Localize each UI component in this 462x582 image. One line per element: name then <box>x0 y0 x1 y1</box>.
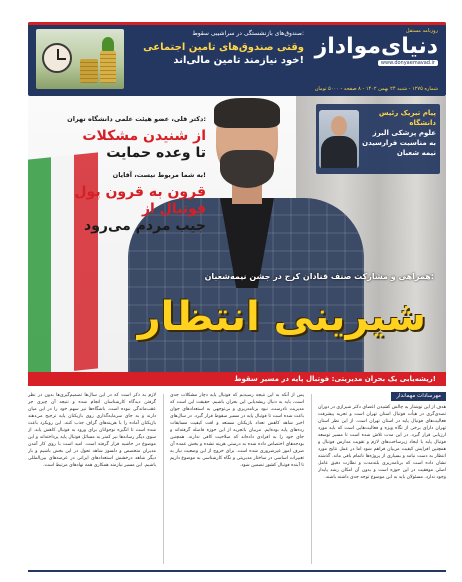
plant-sprout-icon <box>102 37 114 51</box>
congrats-line-4: نیمه شعبان <box>396 149 436 157</box>
issue-info: شماره ۱۲۷۵ - شنبه ۲۴ بهمن ۱۴۰۲ - ۸ صفحه - ۵۰۰۰ تومان <box>314 86 438 92</box>
portrait-beard <box>220 150 274 188</box>
congrats-news-box[interactable] <box>316 104 440 174</box>
promo-kicker: صندوق‌های بازنشستگی در سراشیبی سقوط: <box>192 30 304 37</box>
portrait-hair <box>214 98 280 128</box>
column-left-text: لازم به ذکر است که در این سال‌ها تصمیم‌گیری‌ها بدون در نظر گرفتن دیدگاه کارشناسان انجام شده و نتیجه آن چیزی جز عقب‌ماندگی نبوده است. باشگاه‌ها نیز سهم خود را در این میان دارند و به جای سرمایه‌گذاری روی بازیکنان پایه ترجیح می‌دهند بازیکنان آماده را با هزینه‌های گزاف جذب کنند. این رویکرد باعث شده است تا انگیزه نوجوانان برای ورود به فوتبال کاهش یابد. از سوی دیگر رسانه‌ها نیز کمتر به مسائل فوتبال پایه پرداخته‌اند و این موضوع در حاشیه قرار گرفته است. امید است با روی کار آمدن مدیران متخصص و دلسوز شاهد تحول در این بخش باشیم و بار دیگر شاهد درخشش استعدادهای ایرانی در عرصه‌های بین‌المللی باشیم. این مسیر نیازمند همکاری همه نهادهای مرتبط است. <box>28 393 156 468</box>
side-headline-1[interactable]: از شنیدن مشکلات <box>82 128 206 144</box>
side-kicker-1: دکتر قلی، عضو هیئت علمی دانشگاه تهران: <box>67 115 206 123</box>
coin-stack-icon <box>80 59 98 83</box>
column-right-text: هدف از این نوشتار به چالش کشیدن اعضای دکتر شیرازی در دوران تصدی‌گری در هیأت فوتبال استان تهران است و تجربه پیشرفت فعالیت‌های فوتبال پایه در استان تهران است. از این نظر استان تهران دارای برخی از نگاه ویژه و فعالیت‌هایی است که باید مورد ارزیابی قرار گیرد. در این مدت تلاش شده است تا مسیر توسعه فوتبال پایه با ایجاد زیرساخت‌های لازم و تقویت مدارس فوتبال و همچنین افزایش کیفیت مربیان فراهم شود اما در عمل نتایج مورد انتظار به دست نیامد و بسیاری از پروژه‌ها ناتمام باقی ماند. گذشته نشان داده است که برنامه‌ریزی بلندمدت و نظارت دقیق عامل اصلی موفقیت در این حوزه است و بدون آن امکان رشد پایدار وجود ندارد. مسئولان باید به این موضوع توجه جدی داشته باشند. <box>318 405 446 480</box>
strip-headline[interactable]: ریشه‌یابی یک بحران مدیریتی: فوتبال پایه در مسیر سقوط! <box>234 375 436 383</box>
article-body <box>28 392 446 568</box>
congrats-line-3: به مناسبت فرارسیدن <box>362 139 436 147</box>
clock-icon <box>42 43 72 73</box>
brand-url-row <box>300 60 438 66</box>
hero-side-headlines <box>36 106 206 235</box>
side-headline-3[interactable]: قرون به قرون پول فوتبال از <box>74 184 206 217</box>
hero-section <box>28 96 446 372</box>
column-middle-text: پس از آنکه به این نتیجه رسیدیم که فوتبال پایه دچار مشکلات جدی است، باید به دنبال ریشه‌یابی این بحران باشیم. حقیقت این است که مدیریت نادرست، نبود برنامه‌ریزی و بی‌توجهی به استعدادهای جوان باعث شده است تا فوتبال پایه در مسیر سقوط قرار گیرد. در سال‌های اخیر شاهد کاهش تعداد بازیکنان مستعد و افت کیفیت مسابقات رده‌های پایه بوده‌ایم. مربیان باتجربه از این حوزه فاصله گرفته‌اند و جای خود را به افرادی داده‌اند که صلاحیت کافی ندارند. همچنین بودجه‌های اختصاص داده شده به درستی هزینه نشده و بخش عمده آن صرف امور غیرضروری شده است. برای خروج از این وضعیت نیاز به تغییرات اساسی در ساختار مدیریتی و نگاه کارشناسی به موضوع داریم تا آینده فوتبال کشور تضمین شود. <box>170 393 304 468</box>
congrats-portrait-body <box>321 136 357 168</box>
hero-main-headline[interactable]: شیرینی انتظار <box>137 294 426 340</box>
side-headline-2[interactable]: تا وعده حمایت <box>106 145 206 161</box>
coin-stack-tall-icon <box>100 51 116 83</box>
congrats-line-2: علوم پزشکی البرز <box>372 129 436 137</box>
article-column-left <box>28 392 156 568</box>
clock-hand-minute <box>57 58 66 60</box>
congrats-line-1: پیام تبریک رئیس دانشگاه <box>378 109 436 127</box>
brand-block <box>300 28 438 66</box>
column-divider <box>311 394 312 564</box>
side-headline-4[interactable]: جیب مردم می‌رود <box>84 218 206 234</box>
promo-headline-1: وقتی صندوق‌های تامین اجتماعی <box>143 42 304 53</box>
section-strip <box>28 372 446 386</box>
congrats-portrait-photo <box>319 110 359 168</box>
promo-headline-2: خود نیازمند تامین مالی‌اند! <box>173 55 304 66</box>
brand-tagline: روزنامه مستقل <box>405 28 438 34</box>
congrats-news-text <box>358 108 436 158</box>
article-column-right <box>318 392 446 568</box>
hero-subheadline: همراهی و مشارکت صنف قنادان کرج در جشن نیمه‌شعبان: <box>204 272 434 281</box>
masthead <box>28 22 446 96</box>
brand-url: www.donyaemavad.ir <box>378 60 438 66</box>
masthead-promo <box>128 30 304 67</box>
promo-image-clock-coins <box>36 29 124 89</box>
bottom-rule <box>28 570 446 572</box>
author-tag: مهرسادات مهماندار <box>391 392 446 401</box>
column-divider <box>163 394 164 564</box>
masthead-accent-stripe <box>28 22 446 25</box>
brand-logo-text: دنیای‌مواداز <box>314 34 438 59</box>
side-kicker-2: به شما مربوط نیست، آقایان! <box>112 171 206 179</box>
congrats-portrait-head <box>331 116 347 136</box>
article-column-middle <box>170 392 304 568</box>
